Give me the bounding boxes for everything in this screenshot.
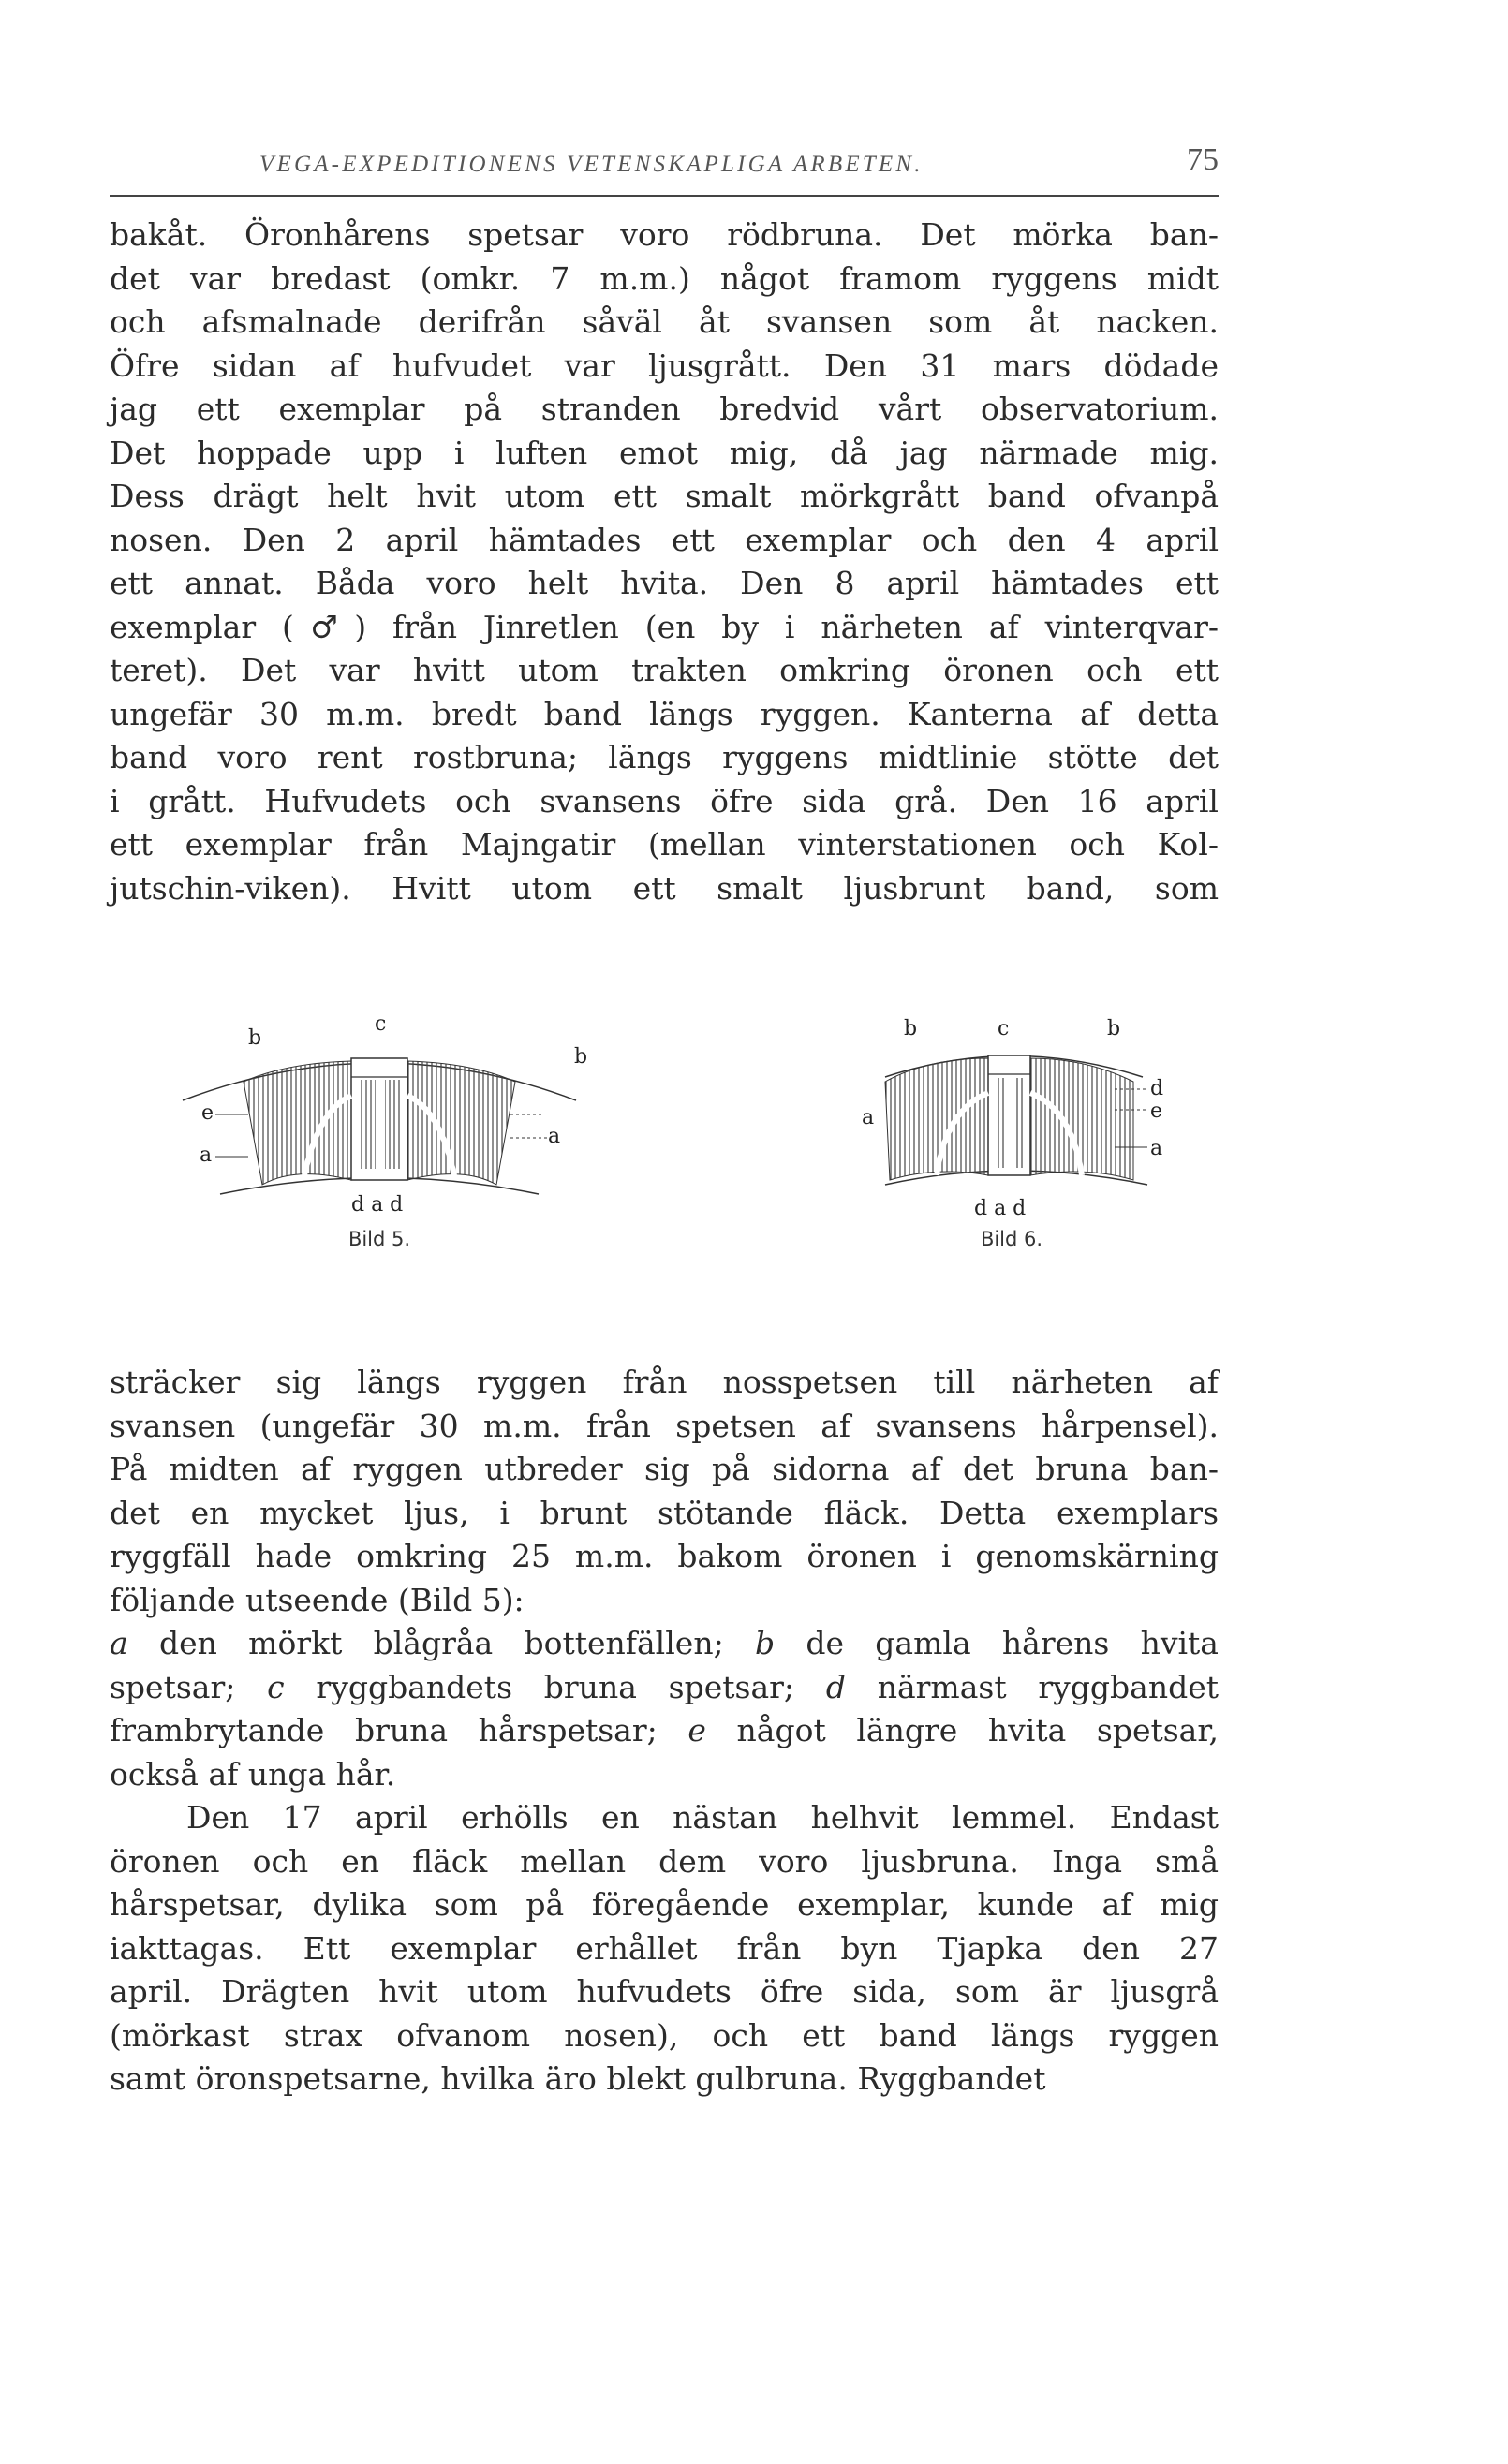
text-line: bakåt. Öronhårens spetsar voro rödbruna. Det mörka ban- bbox=[110, 216, 1219, 253]
text-line: exemplar (♂) från Jinretlen (en by i närheten af vinterqvar- bbox=[110, 608, 1219, 645]
page-number: 75 bbox=[1187, 142, 1219, 177]
label-bottom: d a d bbox=[974, 1197, 1027, 1220]
text-line: samt öronspetsarne, hvilka äro blekt gulbruna. Ryggbandet bbox=[110, 2060, 1046, 2097]
page-header bbox=[110, 142, 1219, 199]
text-line: ett exemplar från Majngatir (mellan vinterstationen och Kol- bbox=[110, 826, 1219, 863]
label-a-right: a bbox=[1150, 1137, 1163, 1160]
bild-6-illustration bbox=[834, 1007, 1190, 1222]
label-b-left: b bbox=[248, 1026, 262, 1050]
text-line: ryggfäll hade omkring 25 m.m. bakom öronen i genomskärning bbox=[110, 1538, 1219, 1574]
figure-caption: Bild 6. bbox=[980, 1228, 1043, 1250]
text-line: iakttagas. Ett exemplar erhållet från byn Tjapka den 27 bbox=[110, 1929, 1219, 1967]
label-a-left: a bbox=[862, 1106, 875, 1129]
running-title: VEGA-EXPEDITIONENS VETENSKAPLIGA ARBETEN. bbox=[259, 152, 924, 177]
text-line: Öfre sidan af hufvudet var ljusgrått. Den 31 mars dödade bbox=[110, 347, 1219, 384]
text-line: öronen och en fläck mellan dem voro ljusbruna. Inga små bbox=[110, 1842, 1219, 1880]
text-line: Det hoppade upp i luften emot mig, då jag närmade mig. bbox=[110, 434, 1219, 471]
text-line: frambrytande bruna hårspetsar; e något längre hvita spetsar, bbox=[110, 1712, 1219, 1748]
text-line: sträcker sig längs ryggen från nosspetsen till närheten af bbox=[110, 1364, 1219, 1400]
text-line: hårspetsar, dylika som på föregående exemplar, kunde af mig bbox=[110, 1886, 1219, 1923]
label-a-right: a bbox=[548, 1125, 561, 1148]
text-line: Dess drägt helt hvit utom ett smalt mörkgrått band ofvanpå bbox=[110, 478, 1219, 514]
text-line: spetsar; c ryggbandets bruna spetsar; d närmast ryggbandet bbox=[110, 1668, 1220, 1705]
text-line: svansen (ungefär 30 m.m. från spetsen af svansens hårpensel). bbox=[110, 1407, 1219, 1444]
label-b-right: b bbox=[574, 1045, 588, 1069]
label-d-right: d bbox=[1150, 1077, 1164, 1100]
body-text-bottom bbox=[110, 1361, 1219, 2102]
header-rule bbox=[110, 195, 1219, 197]
figure-bild-6 bbox=[834, 1007, 1190, 1250]
text-line: april. Drägten hvit utom hufvudets öfre sida, som är ljusgrå bbox=[110, 1973, 1219, 2010]
text-line: nosen. Den 2 april hämtades ett exemplar och den 4 april bbox=[110, 521, 1219, 558]
label-c: c bbox=[375, 1012, 387, 1036]
text-line: följande utseende (Bild 5): bbox=[110, 1581, 525, 1618]
text-line: På midten af ryggen utbreder sig på sidorna af det bruna ban- bbox=[110, 1451, 1219, 1487]
figure-caption: Bild 5. bbox=[347, 1228, 411, 1250]
text-line: och afsmalnade derifrån såväl åt svansen som åt nacken. bbox=[110, 303, 1219, 340]
text-line: jutschin-viken). Hvitt utom ett smalt ljusbrunt band, som bbox=[110, 869, 1219, 907]
text-line: också af unga hår. bbox=[110, 1755, 396, 1793]
text-line: teret). Det var hvitt utom trakten omkring öronen och ett bbox=[110, 652, 1219, 688]
text-line: band voro rent rostbruna; längs ryggens midtlinie stötte det bbox=[110, 739, 1219, 775]
text-line: det var bredast (omkr. 7 m.m.) något framom ryggens midt bbox=[110, 259, 1219, 297]
label-b-left: b bbox=[904, 1017, 918, 1040]
label-e: e bbox=[1150, 1099, 1163, 1123]
label-e: e bbox=[201, 1101, 214, 1125]
text-line: ett annat. Båda voro helt hvita. Den 8 april hämtades ett bbox=[110, 565, 1219, 601]
text-line: Den 17 april erhölls en nästan helhvit lemmel. Endast bbox=[186, 1799, 1219, 1836]
label-bottom: d a d bbox=[351, 1193, 404, 1217]
body-text-top bbox=[110, 214, 1219, 910]
figure-bild-5 bbox=[155, 1007, 604, 1250]
label-c: c bbox=[998, 1017, 1010, 1040]
text-line: (mörkast strax ofvanom nosen), och ett band längs ryggen bbox=[110, 2016, 1219, 2054]
text-line: i grått. Hufvudets och svansens öfre sida grå. Den 16 april bbox=[110, 782, 1219, 819]
bild-5-illustration bbox=[155, 1007, 604, 1222]
label-b-right: b bbox=[1107, 1017, 1121, 1040]
label-a-left: a bbox=[200, 1143, 213, 1167]
text-line: ungefär 30 m.m. bredt band längs ryggen. Kanterna af detta bbox=[110, 695, 1219, 732]
text-line: det en mycket ljus, i brunt stötande fläck. Detta exemplars bbox=[110, 1494, 1219, 1531]
text-line: jag ett exemplar på stranden bredvid vårt observatorium. bbox=[110, 391, 1219, 427]
text-line: a den mörkt blågråa bottenfällen; b de gamla hårens hvita bbox=[110, 1625, 1219, 1661]
